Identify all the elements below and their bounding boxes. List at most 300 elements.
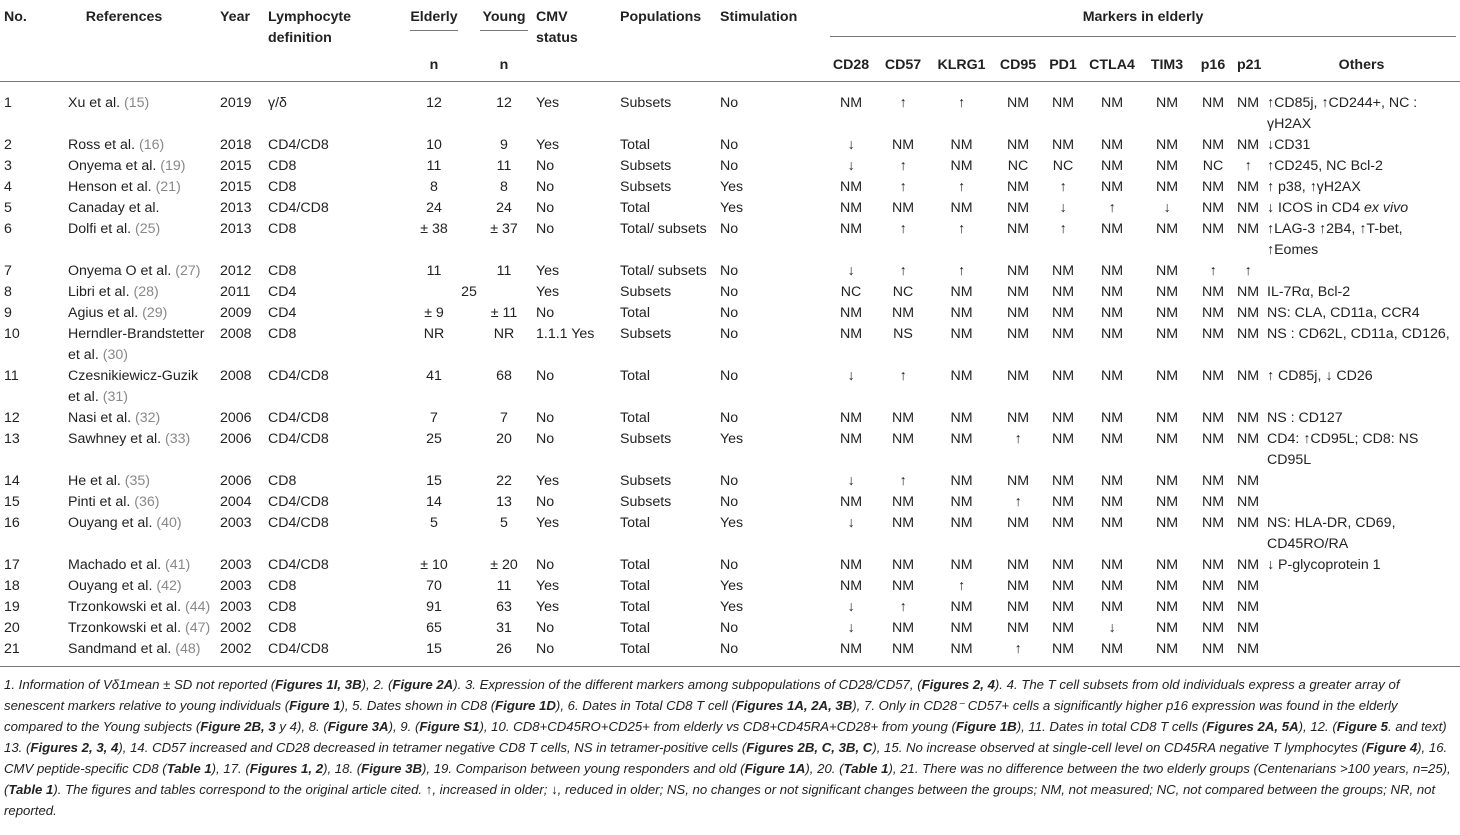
- table-row: [0, 597, 1460, 618]
- cmv-status-cell: No: [536, 410, 555, 426]
- marker-cell: ↑: [899, 368, 907, 384]
- others-text: NS: CLA, CD11a, CCR4: [1267, 305, 1420, 321]
- marker-cell: NM: [1100, 578, 1124, 594]
- marker-cell: NM: [1201, 599, 1225, 615]
- marker-cell: ↑: [1209, 263, 1217, 279]
- year-cell: 2003: [220, 515, 252, 531]
- marker-cell: NM: [1100, 599, 1124, 615]
- elderly-n-cell: 41: [426, 368, 442, 384]
- young-n-cell: 31: [496, 620, 512, 636]
- young-n-cell: ± 37: [490, 221, 518, 237]
- marker-cell: NM: [1237, 305, 1260, 321]
- others-text: ↓CD31: [1267, 137, 1311, 153]
- year-cell: 2009: [220, 305, 252, 321]
- marker-cell: NM: [1006, 95, 1030, 111]
- marker-cell: NM: [839, 494, 863, 510]
- stimulation-cell: No: [720, 95, 739, 111]
- young-n-cell: 9: [500, 137, 508, 153]
- marker-cell: NM: [1237, 578, 1260, 594]
- citation-link[interactable]: (25): [135, 221, 161, 237]
- cmv-status-cell: Yes: [536, 473, 560, 489]
- year-cell: 2015: [220, 179, 252, 195]
- marker-cell: NM: [1155, 179, 1179, 195]
- others-cell: [1263, 597, 1460, 618]
- cmv-status-cell: No: [536, 200, 555, 216]
- header-stimulation: Stimulation: [720, 9, 798, 25]
- others-cell: [1263, 471, 1460, 492]
- lymphocyte-definition-cell: γ/δ: [268, 95, 287, 111]
- populations-cell: Total: [620, 137, 650, 153]
- marker-cell: NM: [1155, 410, 1179, 426]
- citation-link[interactable]: (28): [133, 284, 159, 300]
- lymphocyte-definition-cell: CD4/CD8: [268, 494, 329, 510]
- marker-cell: NM: [1006, 599, 1030, 615]
- others-cell: [1263, 261, 1460, 282]
- marker-cell: NM: [826, 639, 876, 667]
- marker-cell: NM: [1237, 137, 1260, 153]
- table-row: [0, 156, 1460, 177]
- lymphocyte-definition-cell: CD8: [268, 578, 297, 594]
- citation-link[interactable]: (48): [175, 641, 201, 657]
- spacer-cell: [462, 156, 476, 177]
- marker-cell: NM: [839, 410, 863, 426]
- header-marker: CD28: [826, 49, 876, 82]
- young-n-cell: 13: [496, 494, 512, 510]
- citation-link[interactable]: (19): [160, 158, 186, 174]
- spacer-cell: [462, 597, 476, 618]
- row-number: 12: [4, 410, 20, 426]
- marker-cell: NM: [1155, 305, 1179, 321]
- marker-cell: NM: [1201, 515, 1225, 531]
- marker-cell: NM: [930, 639, 993, 667]
- row-number: 11: [4, 368, 19, 384]
- citation-link[interactable]: (30): [102, 347, 128, 363]
- elderly-n-cell: 7: [430, 410, 438, 426]
- citation-link[interactable]: (41): [165, 557, 191, 573]
- reference-name: Sawhney et al.: [68, 431, 162, 447]
- reference-name: Trzonkowski et al.: [68, 599, 182, 615]
- populations-cell: Total: [620, 557, 650, 573]
- marker-cell: NM: [1201, 557, 1225, 573]
- stimulation-cell: No: [720, 368, 739, 384]
- stimulation-cell: No: [720, 284, 739, 300]
- marker-cell: NM: [1155, 599, 1179, 615]
- reference-cell: [32, 366, 216, 408]
- marker-cell: NM: [950, 473, 973, 489]
- marker-cell: NM: [1006, 179, 1030, 195]
- marker-cell: NM: [1237, 620, 1260, 636]
- marker-cell: NM: [1051, 137, 1075, 153]
- marker-cell: NM: [1100, 431, 1124, 447]
- marker-cell: NM: [950, 200, 973, 216]
- marker-cell: ↑: [899, 599, 907, 615]
- header-n-elderly: n: [406, 49, 462, 82]
- elderly-n-cell: 10: [426, 137, 442, 153]
- marker-cell: ↑: [1014, 431, 1022, 447]
- marker-cell: NM: [1100, 410, 1124, 426]
- others-cell: [1263, 366, 1460, 408]
- marker-cell: NM: [1237, 410, 1260, 426]
- year-cell: 2018: [220, 137, 252, 153]
- populations-cell: Total: [620, 620, 650, 636]
- cmv-status-cell: No: [536, 221, 555, 237]
- marker-cell: ↑: [957, 95, 966, 111]
- marker-cell: NM: [1051, 326, 1075, 342]
- marker-cell: NM: [1051, 620, 1075, 636]
- cmv-status-cell: No: [536, 494, 555, 510]
- citation-link[interactable]: (15): [124, 95, 150, 111]
- reference-name: Agius et al.: [68, 305, 139, 321]
- cmv-status-cell: Yes: [536, 515, 560, 531]
- marker-cell: NM: [1155, 557, 1179, 573]
- marker-cell: NM: [839, 557, 863, 573]
- marker-cell: ↓: [847, 137, 855, 153]
- cmv-status-cell: Yes: [536, 95, 560, 111]
- marker-cell: NM: [1100, 221, 1124, 237]
- reference-cell: [32, 408, 216, 429]
- elderly-n-cell: 5: [430, 515, 438, 531]
- marker-cell: NM: [1155, 158, 1179, 174]
- marker-cell: NM: [1237, 494, 1260, 510]
- lymphocyte-definition-cell: CD4: [268, 284, 297, 300]
- reference-cell: [32, 219, 216, 261]
- marker-cell: ↑: [1244, 158, 1252, 174]
- elderly-n-cell: 15: [426, 473, 442, 489]
- cmv-status-cell: No: [536, 431, 555, 447]
- year-cell: 2006: [220, 473, 252, 489]
- marker-cell: NM: [1100, 179, 1124, 195]
- reference-name: Sandmand et al.: [68, 641, 172, 657]
- reference-cell: [32, 261, 216, 282]
- citation-link[interactable]: (21): [155, 179, 181, 195]
- row-number: 5: [4, 200, 12, 216]
- row-number: 9: [4, 305, 12, 321]
- marker-cell: NM: [1155, 137, 1179, 153]
- elderly-n-cell: 25: [461, 284, 477, 300]
- marker-cell: ↑: [899, 95, 907, 111]
- others-text: ↓ P-glycoprotein 1: [1267, 557, 1381, 573]
- others-cell: [1263, 82, 1460, 136]
- elderly-n-cell: 70: [426, 578, 442, 594]
- row-number: 18: [4, 578, 20, 594]
- elderly-n-cell: ± 10: [420, 557, 448, 573]
- populations-cell: Total: [620, 515, 650, 531]
- elderly-n-cell: ± 9: [424, 305, 444, 321]
- marker-cell: NM: [950, 515, 973, 531]
- marker-cell: NM: [950, 326, 973, 342]
- young-n-cell: 68: [496, 368, 512, 384]
- year-cell: 2015: [220, 158, 252, 174]
- marker-cell: NM: [1201, 431, 1225, 447]
- elderly-n-cell: 8: [430, 179, 438, 195]
- reference-name: Henson et al.: [68, 179, 152, 195]
- marker-cell: NM: [1051, 473, 1075, 489]
- spacer-cell: [462, 555, 476, 576]
- stimulation-cell: Yes: [720, 599, 744, 615]
- row-number: 16: [4, 515, 20, 531]
- citation-link[interactable]: (44): [184, 599, 211, 615]
- year-cell: 2006: [220, 431, 252, 447]
- year-cell: 2003: [220, 599, 252, 615]
- marker-cell: NM: [1051, 578, 1075, 594]
- reference-cell: [32, 429, 216, 471]
- young-n-cell: 24: [496, 200, 512, 216]
- marker-cell: NM: [950, 620, 973, 636]
- stimulation-cell: No: [720, 494, 739, 510]
- cmv-status-cell: Yes: [536, 284, 560, 300]
- year-cell: 2008: [220, 326, 252, 342]
- year-cell: 2012: [220, 263, 252, 279]
- elderly-n-cell: 25: [426, 431, 442, 447]
- others-cell: [1263, 219, 1460, 261]
- header-others: Others: [1263, 49, 1460, 82]
- others-cell: [1263, 513, 1460, 555]
- year-cell: 2011: [220, 284, 251, 300]
- stimulation-cell: Yes: [720, 515, 744, 531]
- marker-cell: NC: [840, 284, 862, 300]
- populations-cell: Total: [620, 578, 650, 594]
- marker-cell: NM: [950, 305, 973, 321]
- marker-cell: NM: [1237, 431, 1260, 447]
- reference-cell: [32, 639, 216, 667]
- header-marker: CD95: [993, 49, 1043, 82]
- row-number: 20: [4, 620, 20, 636]
- marker-cell: ↑: [1244, 263, 1252, 279]
- marker-cell: NM: [950, 599, 973, 615]
- marker-cell: NM: [1237, 284, 1260, 300]
- row-number: 3: [4, 158, 12, 174]
- header-year: Year: [220, 9, 250, 25]
- others-text: ↑CD245, NC Bcl-2: [1267, 158, 1383, 174]
- spacer-cell: [462, 82, 476, 136]
- lymphocyte-definition-cell: CD8: [268, 326, 297, 342]
- marker-cell: NM: [1237, 515, 1260, 531]
- marker-cell: NM: [950, 368, 973, 384]
- marker-cell: NM: [1201, 620, 1225, 636]
- reference-name: Pinti et al.: [68, 494, 131, 510]
- populations-cell: Subsets: [620, 473, 672, 489]
- citation-link[interactable]: (32): [135, 410, 161, 426]
- marker-cell: ↑: [899, 158, 907, 174]
- table-row: [0, 471, 1460, 492]
- row-number: 13: [4, 431, 20, 447]
- reference-name: Ouyang et al.: [68, 578, 153, 594]
- stimulation-cell: No: [720, 263, 739, 279]
- marker-cell: NM: [1201, 284, 1225, 300]
- marker-cell: NM: [1051, 515, 1075, 531]
- populations-cell: Total: [620, 305, 650, 321]
- marker-cell: NM: [1006, 200, 1030, 216]
- cmv-status-cell: Yes: [536, 578, 560, 594]
- cmv-status-cell: No: [536, 620, 555, 636]
- marker-cell: NM: [1155, 620, 1179, 636]
- row-number: 4: [4, 179, 12, 195]
- marker-cell: NM: [1006, 305, 1030, 321]
- others-cell: [1263, 492, 1460, 513]
- others-cell: [1263, 282, 1460, 303]
- lymphocyte-definition-cell: CD4/CD8: [268, 368, 329, 384]
- marker-cell: NM: [891, 410, 915, 426]
- others-text: NS : CD127: [1267, 410, 1343, 426]
- lymphocyte-definition-cell: CD8: [268, 473, 297, 489]
- table-row: [0, 82, 1460, 136]
- marker-cell: NM: [1006, 557, 1030, 573]
- marker-cell: NM: [1006, 515, 1030, 531]
- row-number: 10: [4, 326, 20, 342]
- cmv-status-cell: No: [536, 557, 555, 573]
- header-marker: p16: [1193, 49, 1233, 82]
- marker-cell: NM: [1237, 179, 1260, 195]
- lymphocyte-definition-cell: CD4/CD8: [268, 431, 329, 447]
- table-row: [0, 177, 1460, 198]
- marker-cell: NC: [892, 284, 914, 300]
- marker-cell: NM: [1006, 578, 1030, 594]
- marker-cell: NM: [950, 284, 973, 300]
- marker-cell: ↑: [899, 263, 907, 279]
- row-number: 21: [0, 639, 32, 667]
- marker-cell: NM: [1237, 221, 1260, 237]
- table-row: [0, 555, 1460, 576]
- reference-name: Trzonkowski et al.: [68, 620, 182, 636]
- marker-cell: NM: [1237, 368, 1260, 384]
- marker-cell: NM: [1201, 221, 1225, 237]
- marker-cell: NM: [1006, 137, 1030, 153]
- marker-cell: NM: [891, 620, 915, 636]
- cmv-status-cell: Yes: [536, 263, 560, 279]
- reference-name: Onyema O et al.: [68, 263, 172, 279]
- citation-link[interactable]: (36): [134, 494, 160, 510]
- spacer-cell: [462, 408, 476, 429]
- marker-cell: ↑: [899, 179, 907, 195]
- marker-cell: NM: [1201, 95, 1225, 111]
- marker-cell: NM: [1100, 305, 1124, 321]
- citation-link[interactable]: (40): [156, 515, 182, 531]
- citation-link[interactable]: (27): [175, 263, 201, 279]
- reference-cell: [32, 198, 216, 219]
- citation-link[interactable]: (35): [124, 473, 151, 489]
- marker-cell: NM: [1100, 137, 1124, 153]
- citation-link[interactable]: (16): [138, 137, 165, 153]
- year-cell: 2003: [220, 557, 252, 573]
- year-cell: 2013: [220, 221, 252, 237]
- marker-cell: NM: [1100, 326, 1124, 342]
- others-text: IL-7Rα, Bcl-2: [1267, 284, 1351, 300]
- table-footnote: 1. Information of Vδ1mean ± SD not reported (Figures 1I, 3B), 2. (Figure 2A). 3. Expression of the different markers among subpopulations of CD28/CD57, (Figures 2, 4). 4. The T cell subsets from old individuals express a greater array of senescent markers relative to young individuals (Figure 1), 5. Dates shown in CD8 (Figure 1D), 6. Dates in Total CD8 T cell (Figures 1A, 2A, 3B), 7. Only in CD28⁻ CD57+ cells a significantly higher p16 expression was found in the elderly compared to the Young subjects (Figure 2B, 3 y 4), 8. (Figure 3A), 9. (Figure S1), 10. CD8+CD45RO+CD25+ from elderly vs CD8+CD45RA+CD28+ from young (Figure 1B), 11. Dates in total CD8 T cells (Figures 2A, 5A), 12. (Figure 5. and text) 13. (Figures 2, 3, 4), 14. CD57 increased and CD28 decreased in tetramer negative CD8 T cells, NS in tetramer-positive cells (Figures 2B, C, 3B, C), 15. No increase observed at single-cell level on CD45RA negative T lymphocytes (Figure 4), 16. CMV peptide-specific CD8 (Table 1), 17. (Figures 1, 2), 18. (Figure 3B), 19. Comparison between young responders and old (Figure 1A), 20. (Table 1), 21. There was no difference between the two elderly groups (Centenarians >100 years, n=25), (Table 1). The figures and tables correspond to the original article cited. ↑, increased in older; ↓, reduced in older; NS, no changes or not significant changes between the groups; NM, not measured; NC, not compared between the groups; NR, not reported.: [4, 677, 1451, 818]
- marker-cell: NM: [1201, 179, 1225, 195]
- marker-cell: NM: [1100, 95, 1124, 111]
- others-text: ↑LAG-3 ↑2B4, ↑T-bet, ↑Eomes: [1267, 221, 1403, 258]
- marker-cell: NM: [1006, 368, 1030, 384]
- citation-link[interactable]: (33): [165, 431, 191, 447]
- marker-cell: NM: [839, 200, 863, 216]
- reference-name: Dolfi et al.: [68, 221, 132, 237]
- others-cell: [1263, 555, 1460, 576]
- spacer-cell: [462, 261, 476, 282]
- table-row: [0, 618, 1460, 639]
- lymphocyte-definition-cell: CD4/CD8: [268, 137, 329, 153]
- marker-cell: NM: [891, 305, 915, 321]
- reference-cell: [32, 177, 216, 198]
- marker-cell: NM: [1006, 221, 1030, 237]
- marker-cell: NM: [1100, 158, 1124, 174]
- citation-link[interactable]: (47): [184, 620, 211, 636]
- header-lymphocyte-definition: Lymphocyte definition: [268, 9, 352, 46]
- marker-cell: NM: [1155, 95, 1179, 111]
- marker-cell: NC: [1202, 158, 1224, 174]
- marker-cell: NM: [876, 639, 930, 667]
- marker-cell: NM: [1100, 557, 1124, 573]
- marker-cell: ↑: [1059, 221, 1067, 237]
- populations-cell: Subsets: [620, 326, 672, 342]
- marker-cell: NM: [1051, 305, 1075, 321]
- marker-cell: ↑: [899, 473, 907, 489]
- marker-cell: NM: [839, 95, 863, 111]
- marker-cell: ↑: [899, 221, 907, 237]
- marker-cell: NM: [891, 137, 915, 153]
- others-text: ↓ ICOS in CD4 ex vivo: [1267, 200, 1409, 216]
- marker-cell: NM: [1006, 410, 1030, 426]
- stimulation-cell: No: [720, 221, 739, 237]
- lymphocyte-definition-cell: CD8: [268, 620, 297, 636]
- lymphocyte-definition-cell: CD8: [268, 221, 297, 237]
- young-n-cell: 12: [496, 95, 512, 111]
- header-row-2: [0, 49, 1460, 82]
- reference-cell: [32, 282, 216, 303]
- marker-cell: NM: [839, 179, 863, 195]
- lymphocyte-definition-cell: CD4: [268, 305, 297, 321]
- marker-cell: NM: [1141, 639, 1193, 667]
- reference-cell: [32, 597, 216, 618]
- marker-cell: NM: [1237, 473, 1260, 489]
- cmv-status-cell: No: [536, 179, 555, 195]
- lymphocyte-definition-cell: CD4/CD8: [264, 639, 406, 667]
- marker-cell: NM: [1100, 494, 1124, 510]
- marker-cell: NM: [1006, 620, 1030, 636]
- reference-name: Czesnikiewicz-Guzik et al.: [68, 368, 199, 405]
- stimulation-cell: Yes: [720, 179, 744, 195]
- marker-cell: NM: [1201, 578, 1225, 594]
- marker-cell: NM: [1051, 599, 1075, 615]
- young-n-cell: 26: [476, 639, 532, 667]
- table-row: [0, 492, 1460, 513]
- young-n-cell: 11: [496, 578, 512, 594]
- marker-cell: NS: [893, 326, 913, 342]
- populations-cell: Subsets: [620, 95, 672, 111]
- marker-cell: ↑: [957, 578, 966, 594]
- lymphocyte-definition-cell: CD4/CD8: [268, 557, 329, 573]
- row-number: 19: [4, 599, 20, 615]
- reference-cell: [32, 555, 216, 576]
- marker-cell: NM: [1237, 557, 1260, 573]
- reference-cell: [32, 492, 216, 513]
- reference-name: Libri et al.: [68, 284, 130, 300]
- header-marker: TIM3: [1141, 49, 1193, 82]
- marker-cell: ↑: [957, 179, 966, 195]
- citation-link[interactable]: (31): [102, 389, 128, 405]
- spacer-cell: [462, 429, 476, 471]
- marker-cell: NM: [1100, 368, 1124, 384]
- citation-link[interactable]: (42): [156, 578, 182, 594]
- header-markers: Markers in elderly: [826, 0, 1460, 49]
- marker-cell: NM: [1051, 410, 1075, 426]
- marker-cell: NM: [1233, 639, 1263, 667]
- row-number: 15: [4, 494, 20, 510]
- table-row: [0, 324, 1460, 366]
- marker-cell: NM: [1155, 263, 1179, 279]
- citation-link[interactable]: (29): [142, 305, 168, 321]
- lymphocyte-definition-cell: CD8: [268, 599, 297, 615]
- cmv-status-cell: Yes: [536, 137, 560, 153]
